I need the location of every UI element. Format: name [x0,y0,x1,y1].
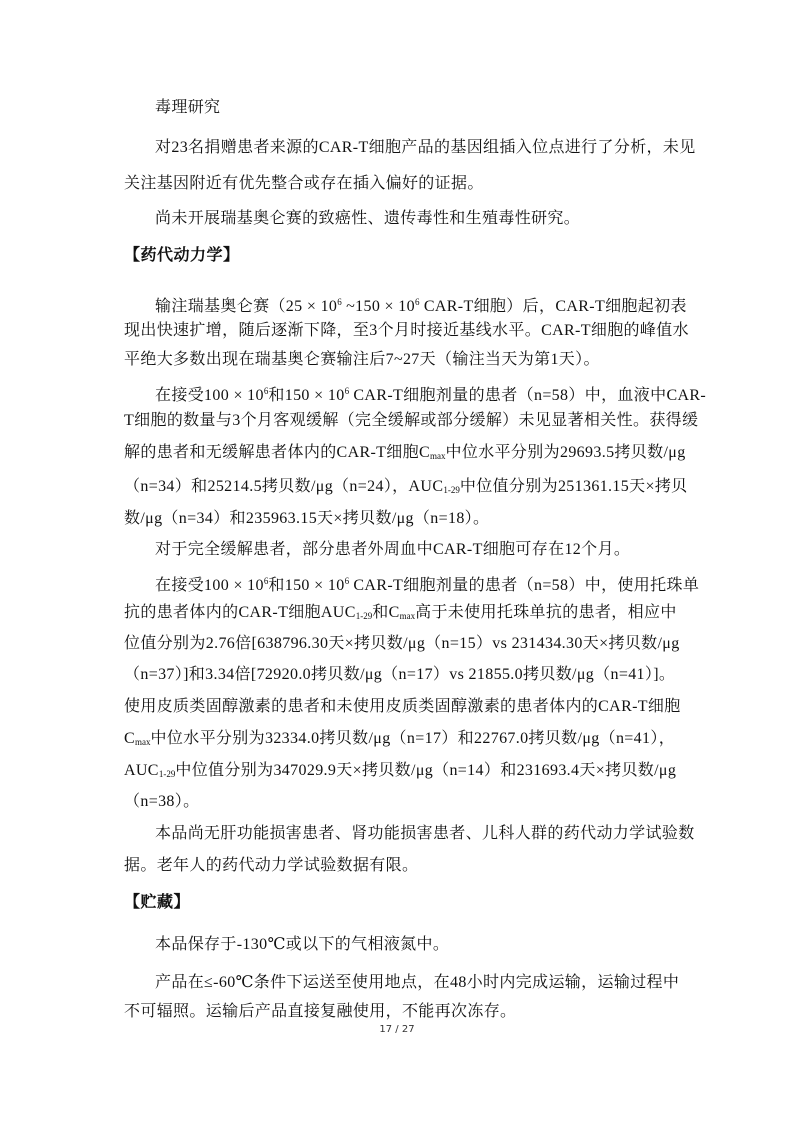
pk-p4-line8: （n=38）。 [124,793,200,810]
storage-heading: 【贮藏】 [124,894,191,911]
pk-p4-line7: $AUC_{1-29}$中位值分别为347029.9天×拷贝数/μg（n=14）和231693.4天×拷贝数/μg [124,762,677,779]
pk-p4-line5: 使用皮质类固醇激素的患者和未使用皮质类固醇激素的患者体内的CAR-T细胞 [124,698,681,715]
pk-p4-line6: $C_{max}$中位水平分别为32334.0拷贝数/μg（n=17）和22767.0拷贝数/μg（n=41）， [124,730,676,747]
pk-p1-line2: 现出快速扩增，随后逐渐下降，至3个月时接近基线水平。CAR-T细胞的峰值水 [124,322,689,339]
pk-heading: 【药代动力学】 [124,247,240,264]
pk-p2-line5: 数/μg（n=34）和235963.15天×拷贝数/μg（n=18）。 [124,510,490,527]
pk-p2-line3: 解的患者和无缓解患者体内的CAR-T细胞$C_{max}$中位水平分别为29693.5拷贝数/μg [124,444,686,461]
toxicology-p2: 尚未开展瑞基奥仑赛的致癌性、遗传毒性和生殖毒性研究。 [155,210,581,227]
toxicology-p1-line2: 关注基因附近有优先整合或存在插入偏好的证据。 [124,175,484,192]
storage-p2-line2: 不可辐照。运输后产品直接复融使用，不能再次冻存。 [124,1003,517,1020]
pk-p2-line2: T细胞的数量与3个月客观缓解（完全缓解或部分缓解）未见显著相关性。获得缓 [124,412,699,429]
pk-p5-line2: 据。老年人的药代动力学试验数据有限。 [124,857,419,874]
pk-p1-line1: 输注瑞基奥仑赛（$25 \times 10^6$ ~150 × $10^6$ CAR-T细胞）后，CAR-T细胞起初表 [155,297,687,315]
pk-p5-line1: 本品尚无肝功能损害患者、肾功能损害患者、儿科人群的药代动力学试验数 [155,825,695,842]
toxicology-p1-line1: 对23名捐赠患者来源的CAR-T细胞产品的基因组插入位点进行了分析，未见 [155,139,696,156]
storage-p2-line1: 产品在≤-60℃条件下运送至使用地点，在48小时内完成运输，运输过程中 [155,974,680,991]
storage-p1: 本品保存于-130℃或以下的气相液氮中。 [155,936,450,953]
pk-p4-line3: 位值分别为2.76倍[638796.30天×拷贝数/μg（n=15）vs 231434.30天×拷贝数/μg [124,635,680,652]
page-number: 17 / 27 [379,1024,415,1035]
pk-p2-line1: 在接受$100 \times 10^6$和$150 \times 10^6$ CAR-T细胞剂量的患者（n=58）中，血液中CAR- [155,386,707,404]
pk-p4-line4: （n=37）]和3.34倍[72920.0拷贝数/μg（n=17）vs 21855.0拷贝数/μg（n=41）]。 [124,666,676,683]
pk-p2-line4: （n=34）和25214.5拷贝数/μg（n=24），$AUC_{1-29}$中位值分别为251361.15天×拷贝 [124,478,688,495]
pk-p1-line3: 平绝大多数出现在瑞基奥仑赛输注后7~27天（输注当天为第1天）。 [124,351,600,368]
pk-p3: 对于完全缓解患者，部分患者外周血中CAR-T细胞可存在12个月。 [155,541,631,558]
toxicology-title: 毒理研究 [155,99,221,116]
pk-p4-line1: 在接受$100 \times 10^6$和$150 \times 10^6$ CAR-T细胞剂量的患者（n=58）中，使用托珠单 [155,576,700,594]
pk-p4-line2: 抗的患者体内的CAR-T细胞$AUC_{1-29}$和$C_{max}$高于未使用托珠单抗的患者，相应中 [124,604,677,621]
